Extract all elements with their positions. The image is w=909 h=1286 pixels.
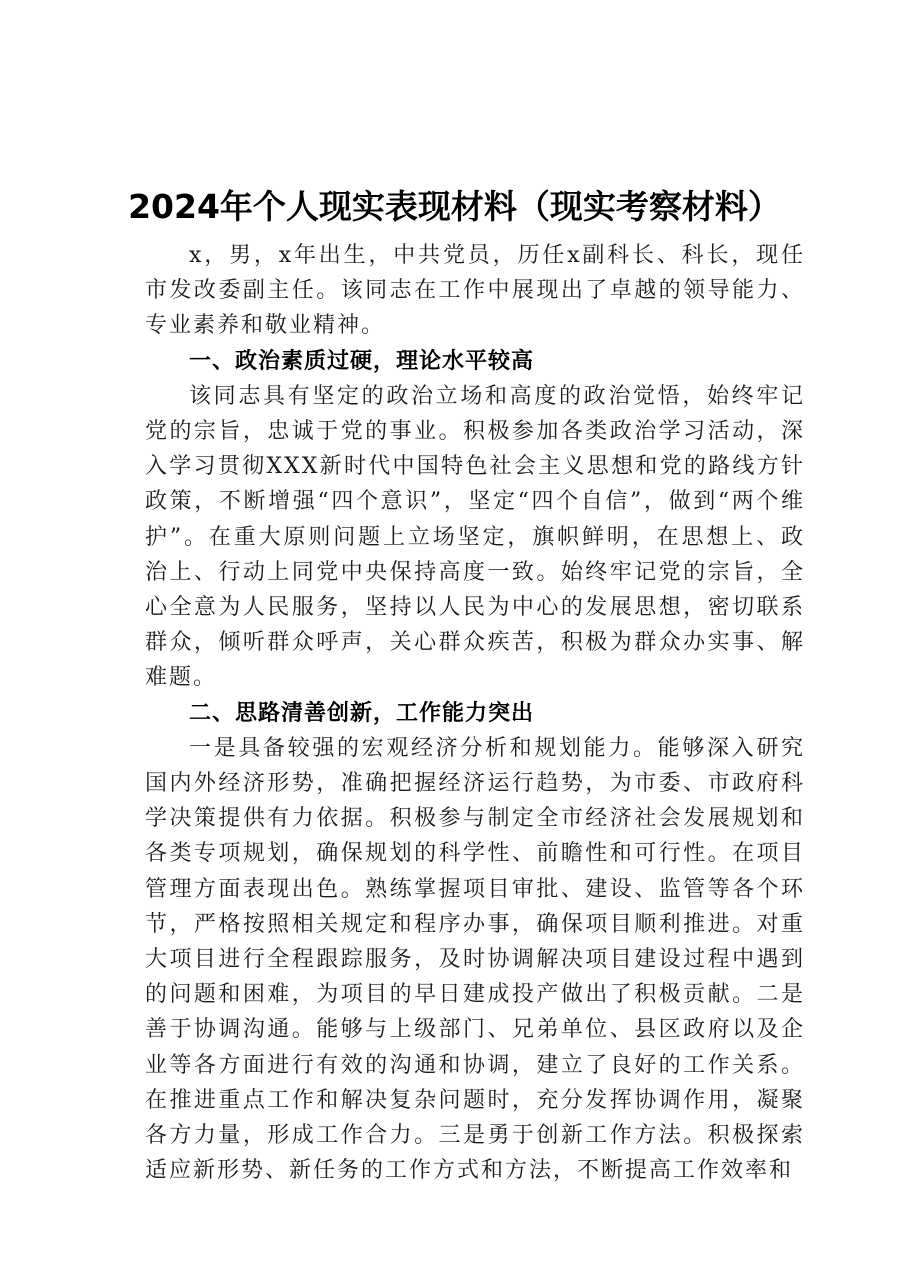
document-title: 2024年个人现实表现材料（现实考察材料） — [128, 187, 781, 227]
section-heading-ability: 二、思路清善创新，工作能力突出 — [189, 700, 535, 726]
intro-paragraph: x，男，x年出生，中共党员，历任x副科长、科长，现任市发改委副主任。该同志在工作中展现出了卓越的领导能力、专业素养和敬业精神。 — [145, 243, 805, 339]
section-paragraph-political: 该同志具有坚定的政治立场和高度的政治觉悟，始终牢记党的宗旨，忠诚于党的事业。积极参加各类政治学习活动，深入学习贯彻XXX新时代中国特色社会主义思想和党的路线方针政策，不断增强“四个意识”，坚定“四个自信”，做到“两个维护”。在重大原则问题上立场坚定，旗帜鲜明，在思想上、政治上、行动上同党中央保持高度一致。始终牢记党的宗旨，全心全意为人民服务，坚持以人民为中心的发展思想，密切联系群众，倾听群众呼声，关心群众疾苦，积极为群众办实事、解难题。 — [145, 383, 805, 691]
section-paragraph-ability: 一是具备较强的宏观经济分析和规划能力。能够深入研究国内外经济形势，准确把握经济运行趋势，为市委、市政府科学决策提供有力依据。积极参与制定全市经济社会发展规划和各类专项规划，确保规划的科学性、前瞻性和可行性。在项目管理方面表现出色。熟练掌握项目审批、建设、监管等各个环节，严格按照相关规定和程序办事，确保项目顺利推进。对重大项目进行全程跟踪服务，及时协调解决项目建设过程中遇到的问题和困难，为项目的早日建成投产做出了积极贡献。二是善于协调沟通。能够与上级部门、兄弟单位、县区政府以及企业等各方面进行有效的沟通和协调，建立了良好的工作关系。在推进重点工作和解决复杂问题时，充分发挥协调作用，凝聚各方力量，形成工作合力。三是勇于创新工作方法。积极探索适应新形势、新任务的工作方式和方法，不断提高工作效率和 — [145, 735, 805, 1184]
document-body — [145, 238, 805, 1188]
section-heading-political: 一、政治素质过硬，理论水平较高 — [189, 348, 535, 374]
